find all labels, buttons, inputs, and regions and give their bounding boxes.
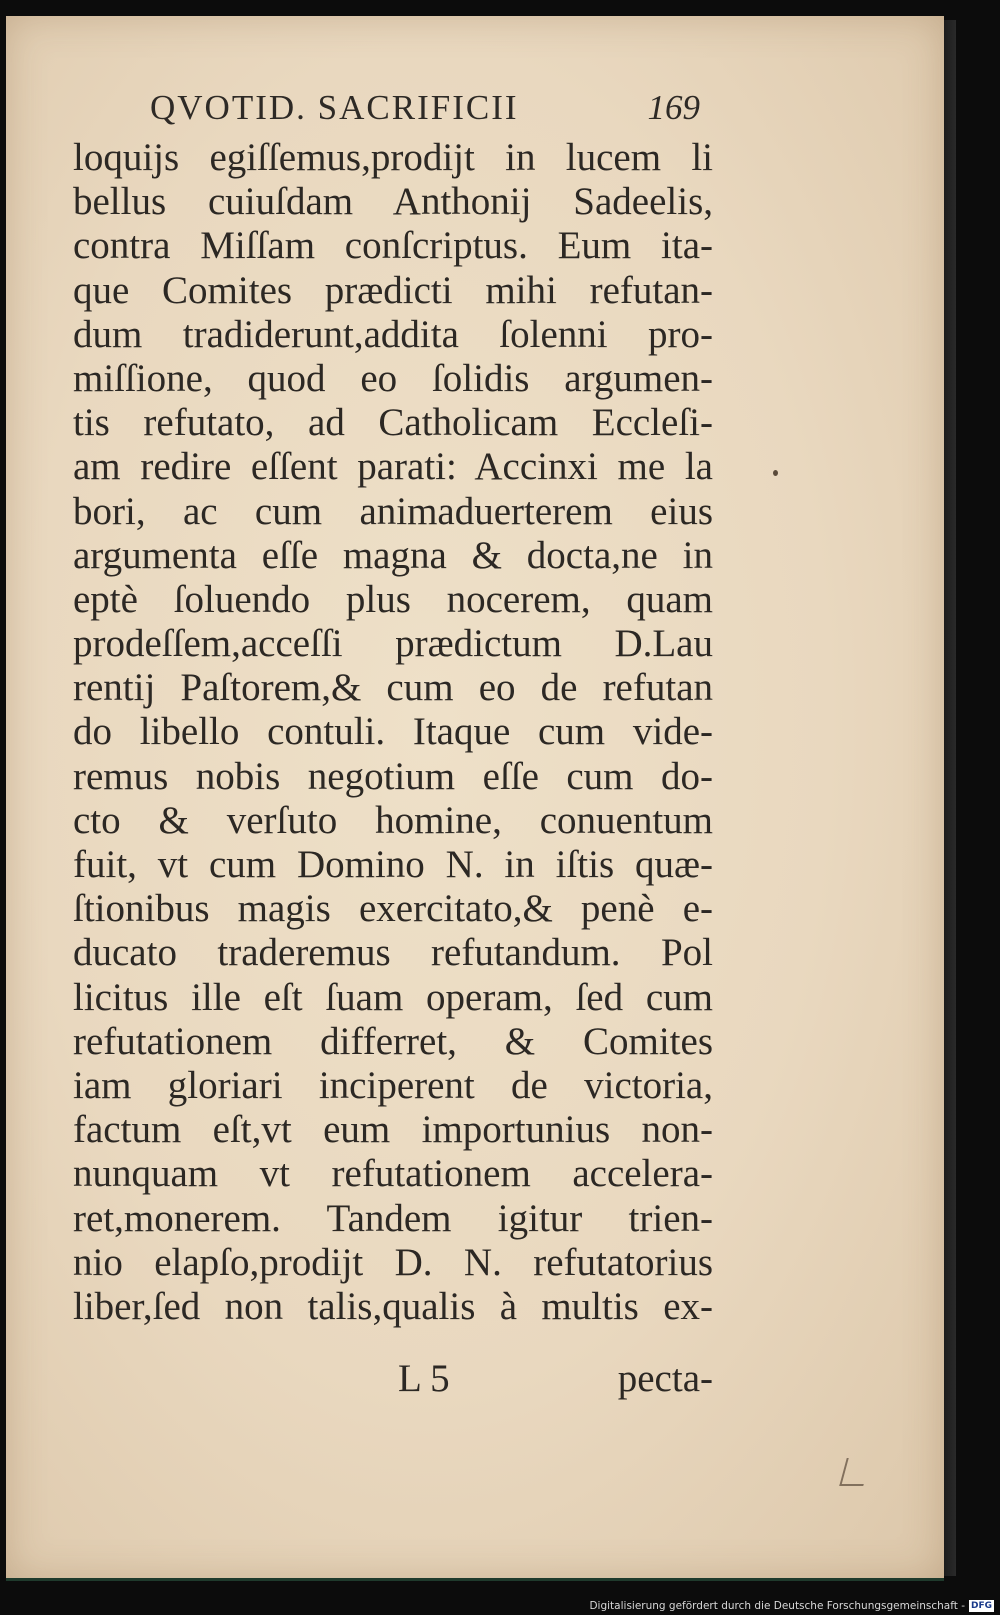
catchword: pecta- <box>617 1357 713 1400</box>
text-line: eptè ſoluendo plus nocerem, quam <box>73 577 713 621</box>
text-line: licitus ille eſt ſuam operam, ſed cum <box>73 975 713 1019</box>
funding-notice <box>589 1599 994 1613</box>
text-line: iam gloriari inciperent de victoria, <box>73 1063 713 1107</box>
funding-text: Digitalisierung gefördert durch die Deutsche Forschungsgemeinschaft - <box>589 1600 965 1612</box>
running-header <box>150 88 700 138</box>
text-line: ſtionibus magis exercitato,& penè e- <box>73 887 713 931</box>
body-text <box>73 136 713 1329</box>
text-line: liber,ſed non talis,qualis à multis ex- <box>73 1284 713 1328</box>
text-line: que Comites prædicti mihi refutan- <box>73 268 713 312</box>
text-line: factum eſt,vt eum importunius non- <box>73 1108 713 1152</box>
marginal-mark <box>773 470 778 476</box>
text-line: dum tradiderunt,addita ſolenni pro- <box>73 312 713 356</box>
text-line: bellus cuiuſdam Anthonij Sadeelis, <box>73 180 713 224</box>
text-line: nunquam vt refutationem accelera- <box>73 1152 713 1196</box>
text-line: prodeſſem,acceſſi prædictum D.Lau <box>73 622 713 666</box>
page-edge-shadow <box>944 20 956 1576</box>
text-line: do libello contuli. Itaque cum vide- <box>73 710 713 754</box>
text-line: argumenta eſſe magna & docta,ne in <box>73 533 713 577</box>
page-number: 169 <box>647 88 700 127</box>
text-line: cto & verſuto homine, conuentum <box>73 798 713 842</box>
text-line: am redire eſſent parati: Accinxi me la <box>73 445 713 489</box>
text-line: loquijs egiſſemus,prodijt in lucem li <box>73 136 713 179</box>
text-line: ducato traderemus refutandum. Pol <box>73 931 713 975</box>
text-line: nio elapſo,prodijt D. N. refutatorius <box>73 1240 713 1284</box>
text-line: contra Miſſam conſcriptus. Eum ita- <box>73 224 713 268</box>
text-line: ret,monerem. Tandem igitur trien- <box>73 1196 713 1240</box>
text-line: rentij Paſtorem,& cum eo de refutan <box>73 666 713 710</box>
text-line: tis refutato, ad Catholicam Eccleſi- <box>73 401 713 445</box>
text-line: miſſione, quod eo ſolidis argumen- <box>73 356 713 400</box>
text-line: fuit, vt cum Domino N. in iſtis quæ- <box>73 843 713 886</box>
text-line: remus nobis negotium eſſe cum do- <box>73 754 713 798</box>
dfg-logo: DFG <box>970 1601 992 1611</box>
signature-mark: L 5 <box>398 1357 450 1400</box>
text-line: bori, ac cum animaduerterem eius <box>73 489 713 533</box>
page-footer <box>73 1356 713 1406</box>
binding-edge <box>6 1578 944 1581</box>
running-head: QVOTID. SACRIFICII <box>150 88 519 127</box>
text-line: refutationem differret, & Comites <box>73 1019 713 1063</box>
